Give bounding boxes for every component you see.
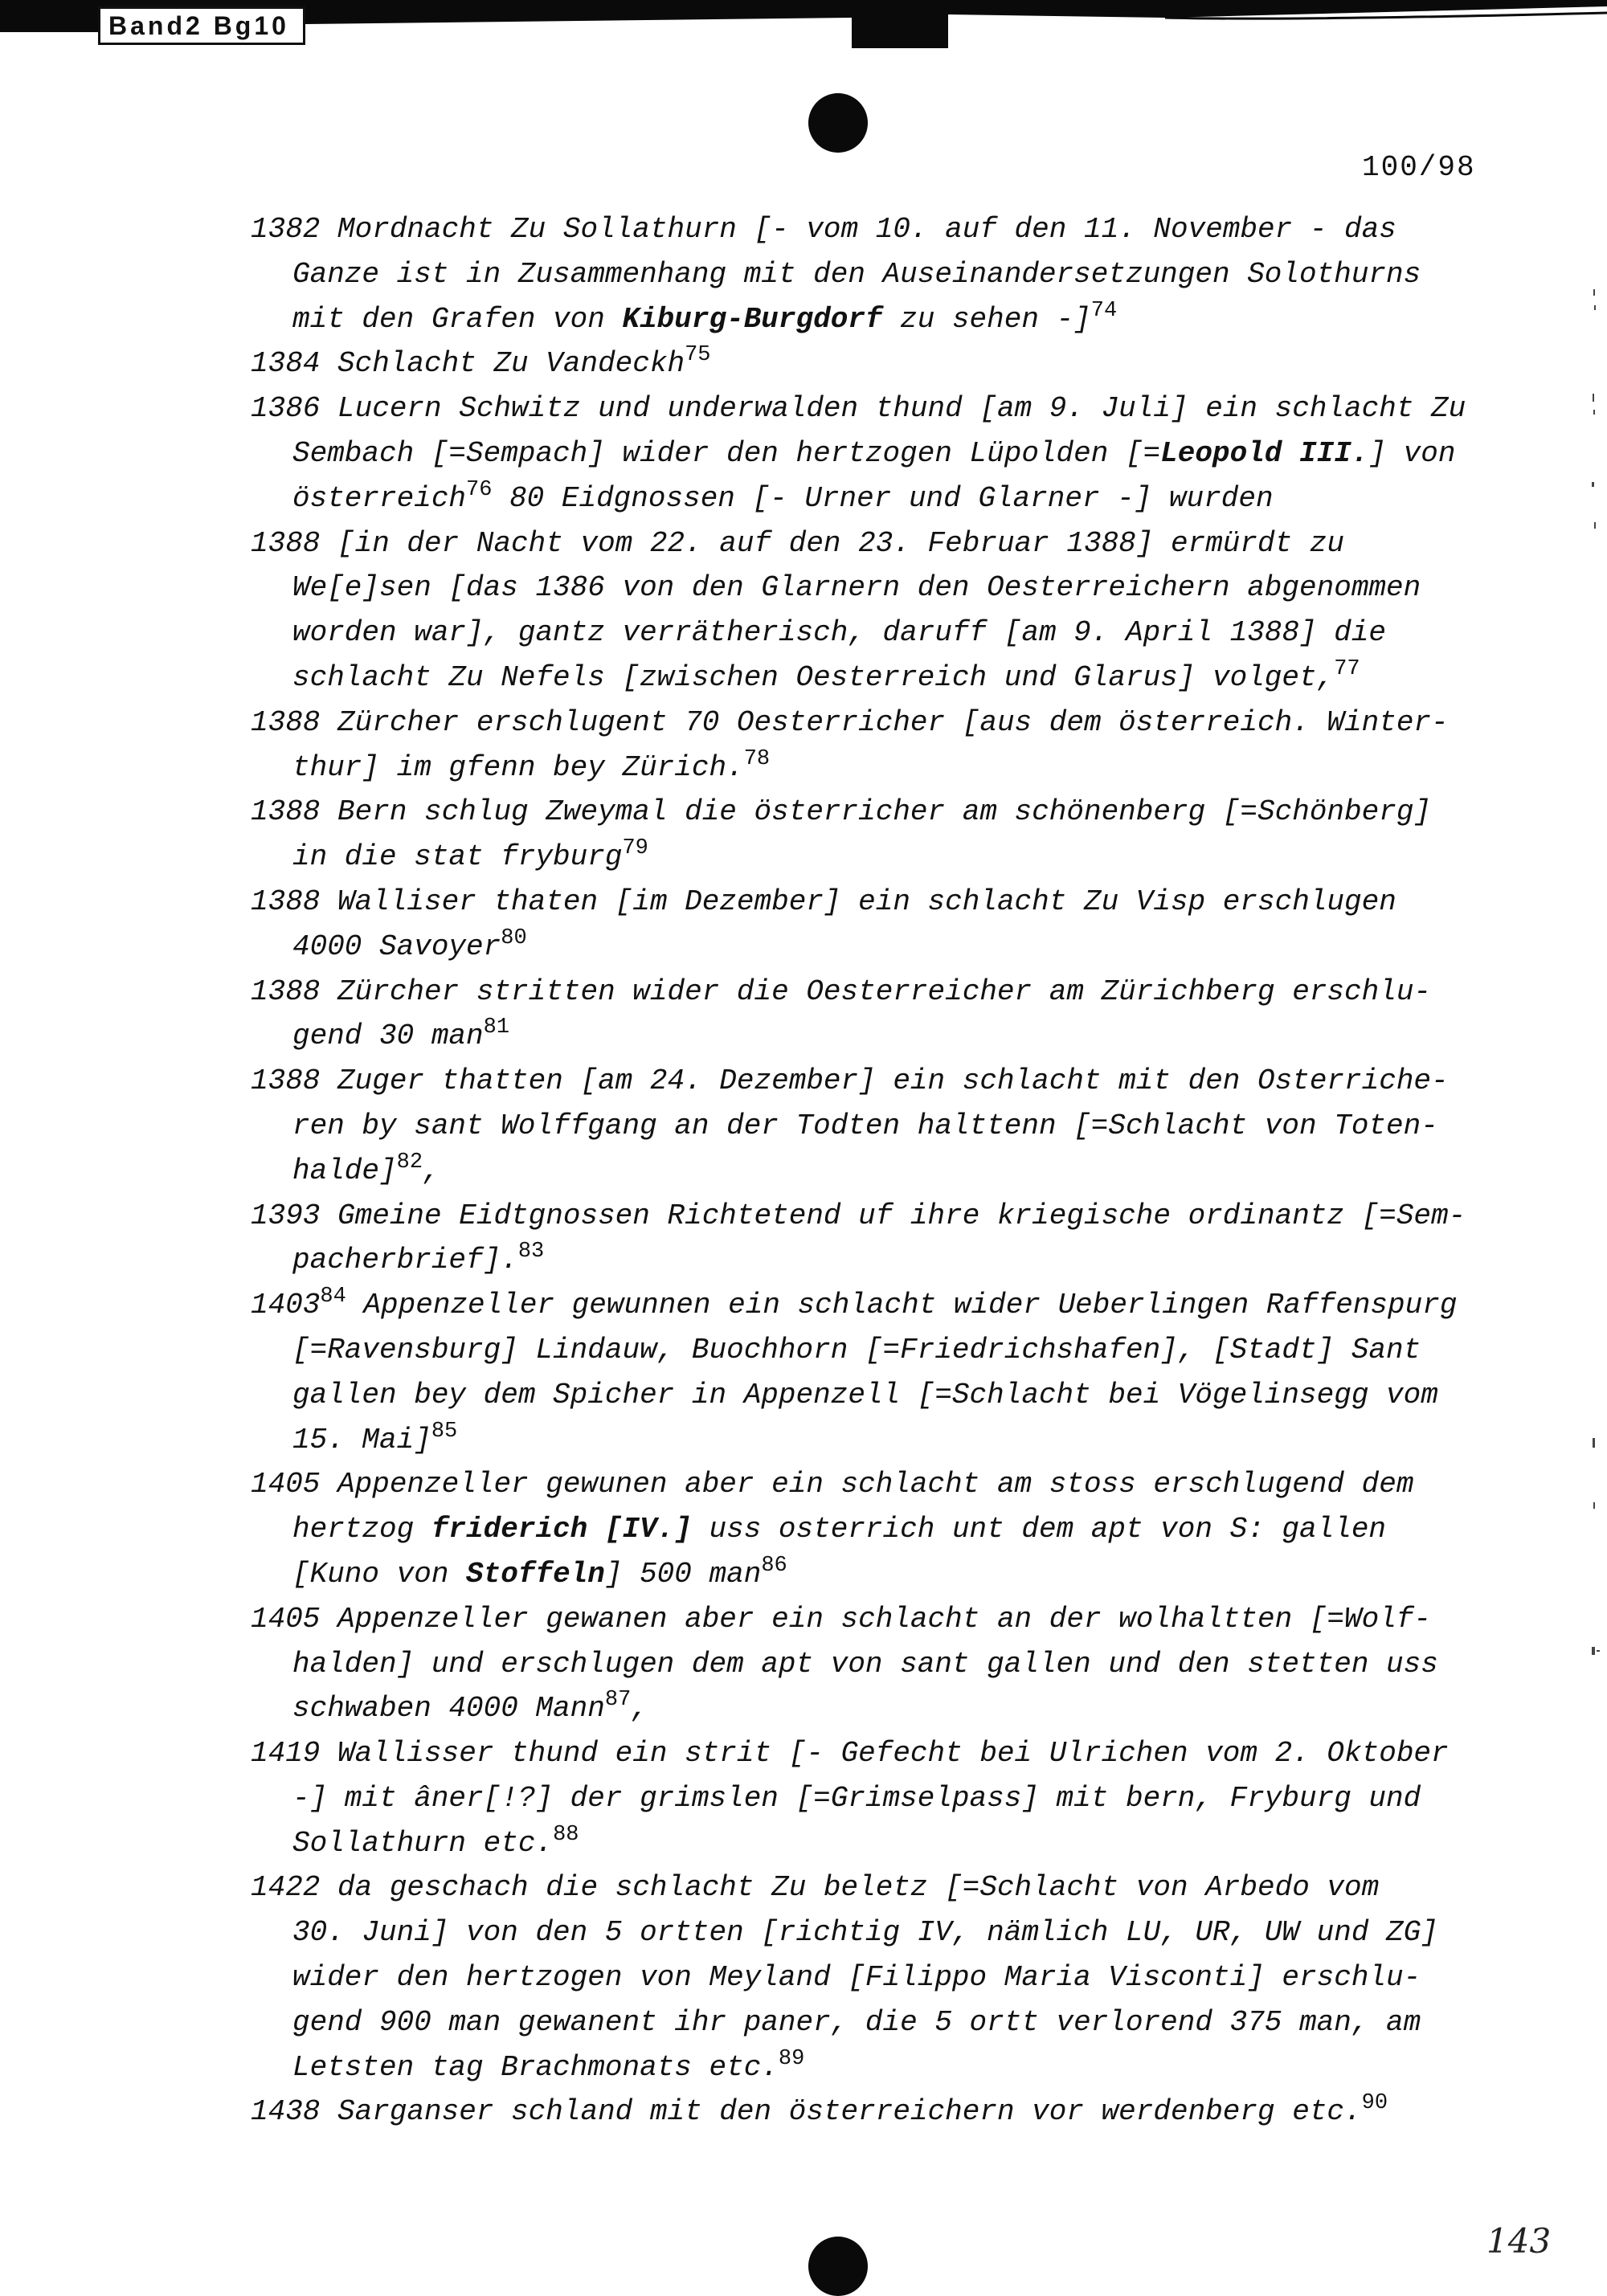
entry-line: 1393 Gmeine Eidtgnossen Richtetend uf ihre kriegische ordinantz [=Sem- — [251, 1199, 1466, 1232]
punch-hole-bottom — [808, 2237, 868, 2296]
footnote-ref: 90 — [1361, 2091, 1388, 2116]
entry-1405-stoss — [251, 1462, 1504, 1596]
footnote-ref: 81 — [483, 1015, 510, 1040]
entry-1388-zuerichberg — [251, 970, 1504, 1060]
footnote-ref: 77 — [1334, 656, 1360, 681]
entry-1384 — [251, 341, 1504, 386]
footnote-ref: 74 — [1090, 298, 1118, 323]
entry-line: in die stat fryburg$^{79}$ — [292, 836, 648, 874]
entry-line: [Kuno von Stoffeln] 500 man$^{86}$ — [292, 1553, 787, 1591]
entry-1405-wolfhalden — [251, 1597, 1504, 1731]
scan-edge-marks — [1587, 281, 1603, 1727]
footnote-ref: 82 — [396, 1150, 423, 1175]
entry-line: 1405 Appenzeller gewunen aber ein schlacht am stoss erschlugend dem — [251, 1468, 1414, 1501]
entry-line: wider den hertzogen von Meyland [Filippo Maria Visconti] erschlu- — [292, 1961, 1421, 1995]
entry-1419 — [251, 1731, 1504, 1865]
entry-line: 30. Juni] von den 5 ortten [richtig IV, nämlich LU, UR, UW und ZG] — [292, 1916, 1438, 1950]
footnote-ref: 78 — [743, 746, 771, 771]
page-number: 100/98 — [1362, 151, 1476, 184]
entry-line: 1388 Zuger thatten [am 24. Dezember] ein schlacht mit den Osterriche- — [251, 1064, 1449, 1098]
entry-1388-zuercher — [251, 701, 1504, 791]
entry-line: 1405 Appenzeller gewanen aber ein schlacht an der wolhaltten [=Wolf- — [251, 1602, 1432, 1636]
footnote-ref: 84 — [320, 1285, 346, 1309]
entry-line: halden] und erschlugen dem apt von sant gallen und den stetten uss — [292, 1647, 1438, 1681]
entry-line: hertzog friderich [IV.] uss osterrich unt dem apt von S: gallen — [292, 1513, 1387, 1546]
entry-line: 1382 Mordnacht Zu Sollathurn [- vom 10. auf den 11. November - das — [251, 213, 1396, 246]
entry-line: österreich$^{76}$ 80 Eidgnossen [- Urner und Glarner -] wurden — [292, 477, 1274, 515]
footnote-ref: 79 — [622, 836, 648, 861]
entry-line: 4000 Savoyer$^{80}$ — [292, 925, 527, 963]
entry-line: halde]$^{82}$, — [292, 1150, 440, 1187]
entry-line: worden war], gantz verrätherisch, daruff [am 9. April 1388] die — [292, 616, 1387, 650]
entry-line: Sollathurn etc.$^{88}$ — [292, 1822, 579, 1860]
entry-line: 1388 Walliser thaten [im Dezember] ein schlacht Zu Visp erschlugen — [251, 884, 1396, 918]
entry-1393 — [251, 1194, 1504, 1284]
entry-line: 1388 [in der Nacht vom 22. auf den 23. Februar 1388] ermürdt zu — [251, 526, 1345, 560]
clip-mark — [882, 6, 911, 42]
chronicle-entries — [251, 207, 1504, 2135]
footnote-ref: 86 — [761, 1553, 787, 1578]
entry-line: mit den Grafen von Kiburg-Burgdorf zu sehen -]$^{74}$ — [292, 298, 1118, 336]
entry-line: 1388 Zürcher stritten wider die Oesterreicher am Zürichberg erschlu- — [251, 974, 1432, 1008]
entry-line: 1384 Schlacht Zu Vandeckh$^{75}$ — [251, 343, 711, 381]
entry-line: Sembach [=Sempach] wider den hertzogen Lüpolden [=Leopold III.] von — [292, 436, 1456, 470]
entry-line: 1419 Wallisser thund ein strit [- Gefecht bei Ulrichen vom 2. Oktober — [251, 1737, 1449, 1771]
entry-line: 1386 Lucern Schwitz und underwalden thund [am 9. Juli] ein schlacht Zu — [251, 392, 1466, 426]
entry-line: schwaben 4000 Mann$^{87}$, — [292, 1688, 648, 1726]
footnote-ref: 76 — [466, 477, 493, 502]
entry-line: [=Ravensburg] Lindauw, Buochhorn [=Friedrichshafen], [Stadt] Sant — [292, 1333, 1421, 1367]
entry-line: gend 900 man gewanent ihr paner, die 5 ortt verlorend 375 man, am — [292, 2005, 1421, 2039]
handwritten-folio-number: 143 — [1486, 2221, 1552, 2261]
entry-1388-walliser — [251, 880, 1504, 970]
entry-1388-bern — [251, 790, 1504, 880]
footnote-ref: 89 — [778, 2046, 805, 2071]
footnote-ref: 83 — [517, 1240, 545, 1264]
entry-line: 1388 Bern schlug Zweymal die österricher am schönenberg [=Schönberg] — [251, 795, 1432, 829]
entry-line: -] mit âner[!?] der grimslen [=Grimselpass] mit bern, Fryburg und — [292, 1781, 1421, 1815]
entry-1382 — [251, 207, 1504, 341]
entry-line: 1438 Sarganser schland mit den österreichern vor werdenberg etc.$^{90}$ — [251, 2091, 1388, 2129]
entry-1422 — [251, 1865, 1504, 2090]
entry-1388-zuger — [251, 1059, 1504, 1193]
entry-line: Ganze ist in Zusammenhang mit den Auseinandersetzungen Solothurns — [292, 257, 1421, 291]
entry-line: gallen bey dem Spicher in Appenzell [=Schlacht bei Vögelinsegg vom — [292, 1378, 1438, 1412]
entry-line: 1403$^{84}$ Appenzeller gewunnen ein schlacht wider Ueberlingen Raffenspurg — [251, 1285, 1458, 1322]
entry-line: 1422 da geschach die schlacht Zu beletz [=Schlacht von Arbedo vom — [251, 1871, 1380, 1905]
entry-line: schlacht Zu Nefels [zwischen Oesterreich und Glarus] volget,$^{77}$ — [292, 656, 1360, 694]
entry-line: ren by sant Wolffgang an der Todten halttenn [=Schlacht von Toten- — [292, 1109, 1438, 1142]
entry-1388-nefels — [251, 521, 1504, 701]
entry-1386 — [251, 386, 1504, 521]
entry-line: 15. Mai]$^{85}$ — [292, 1419, 458, 1456]
entry-line: We[e]sen [das 1386 von den Glarnern den Oesterreichern abgenommen — [292, 571, 1421, 605]
entry-line: gend 30 man$^{81}$ — [292, 1015, 510, 1053]
entry-1403 — [251, 1283, 1504, 1462]
punch-hole-top — [808, 93, 868, 153]
sheet-label: Band2 Bg10 — [98, 6, 305, 45]
footnote-ref: 75 — [685, 343, 711, 368]
entry-1438 — [251, 2090, 1504, 2135]
entry-line: pacherbrief].$^{83}$ — [292, 1240, 545, 1277]
entry-line: Letsten tag Brachmonats etc.$^{89}$ — [292, 2046, 805, 2084]
footnote-ref: 88 — [553, 1822, 579, 1847]
footnote-ref: 87 — [604, 1688, 632, 1713]
footnote-ref: 85 — [431, 1419, 458, 1444]
entry-line: thur] im gfenn bey Zürich.$^{78}$ — [292, 746, 771, 784]
footnote-ref: 80 — [501, 925, 527, 950]
entry-line: 1388 Zürcher erschlugent 70 Oesterricher [aus dem österreich. Winter- — [251, 705, 1449, 739]
